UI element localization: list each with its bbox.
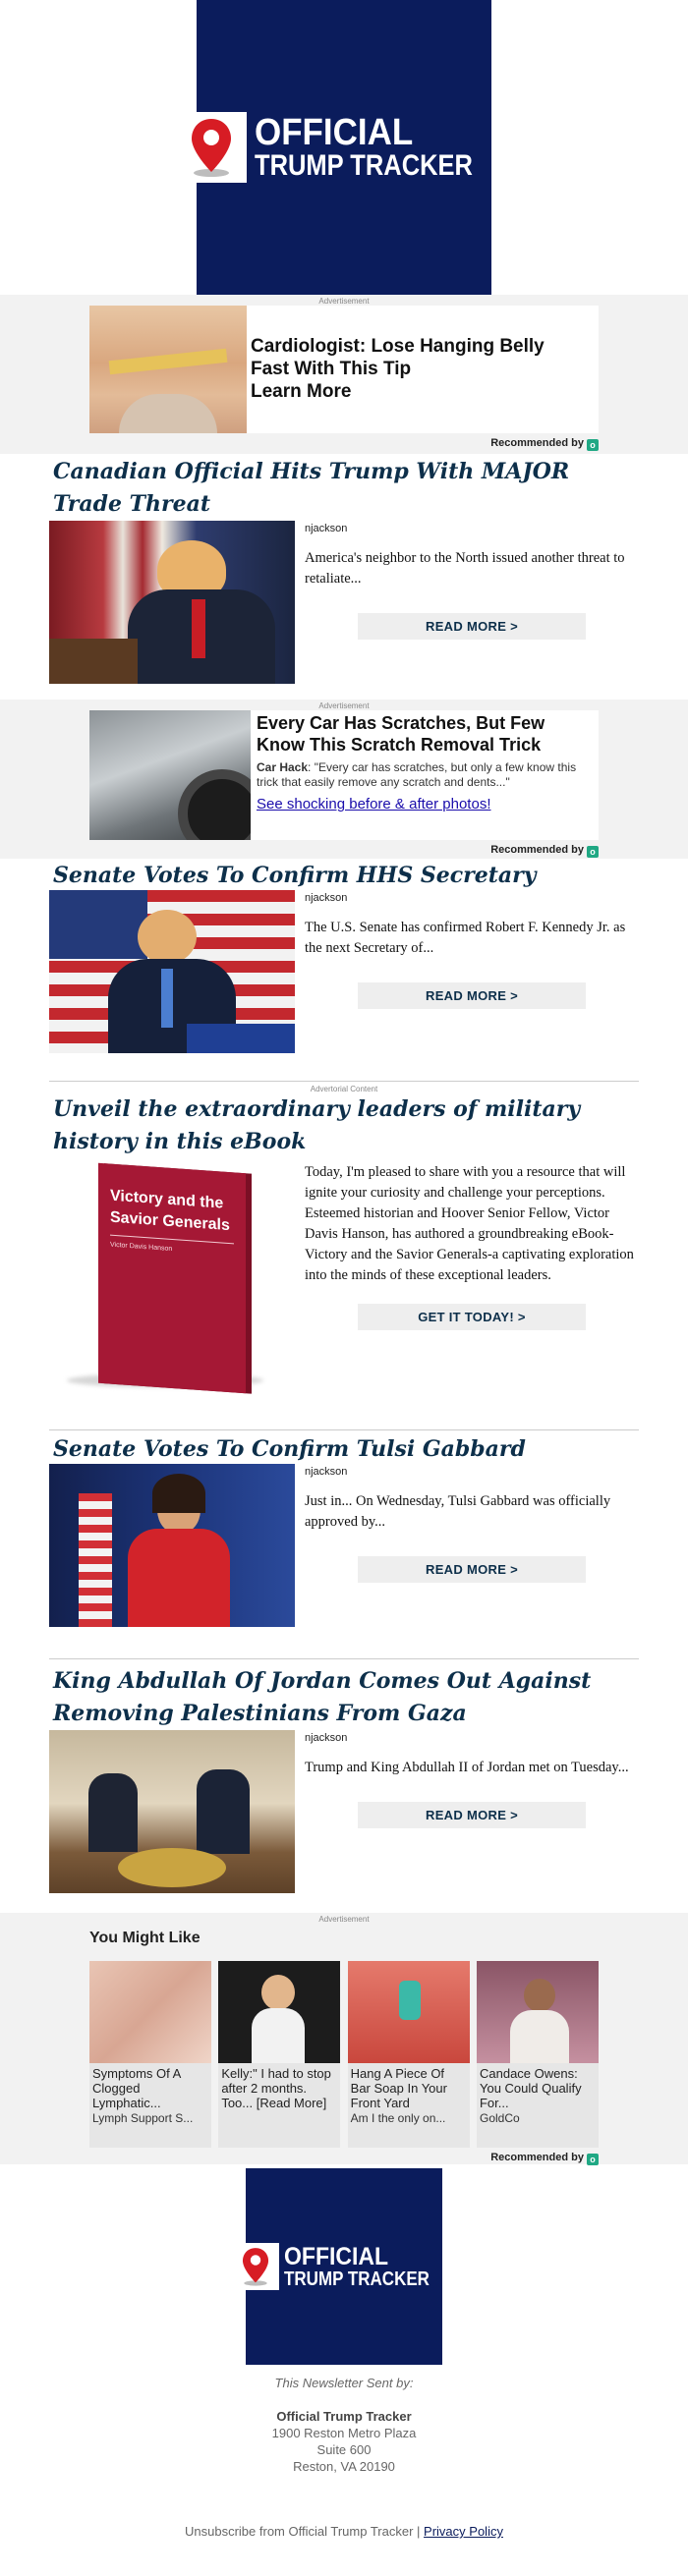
- recommendation-image[interactable]: [218, 1961, 340, 2063]
- recommendation-card[interactable]: [477, 1961, 599, 2148]
- article-image[interactable]: [49, 521, 295, 684]
- recommendation-card[interactable]: [89, 1961, 211, 2148]
- read-more-button[interactable]: READ MORE >: [358, 1556, 586, 1583]
- ad-label: Advertisement: [318, 701, 370, 710]
- location-pin-icon: [232, 2243, 279, 2290]
- advertorial-label: Advertorial Content: [310, 1085, 378, 1093]
- article-image[interactable]: [49, 1730, 295, 1893]
- get-it-today-button[interactable]: GET IT TODAY! >: [358, 1304, 586, 1330]
- recommendation-image[interactable]: [89, 1961, 211, 2063]
- footer-address-3: Reston, VA 20190: [293, 2459, 395, 2474]
- recommendation-card[interactable]: [348, 1961, 470, 2148]
- footer-org: Official Trump Tracker: [276, 2409, 412, 2424]
- brand-logo[interactable]: [176, 112, 511, 183]
- read-more-button[interactable]: READ MORE >: [358, 982, 586, 1009]
- article-snippet: Just in... On Wednesday, Tulsi Gabbard was officially approved by...: [305, 1493, 611, 1530]
- outbrain-icon: o: [587, 846, 599, 858]
- outbrain-icon: o: [587, 439, 599, 451]
- ebook-image[interactable]: Victory and the Savior Generals Victor Davis Hanson: [49, 1162, 295, 1398]
- brand-line-1: OFFICIAL: [284, 2242, 389, 2270]
- ad-image-belly[interactable]: [89, 306, 247, 433]
- ad-body: Car Hack: "Every car has scratches, but only a few know this trick that easily remove any scratch and dents...": [257, 760, 577, 789]
- article-image[interactable]: [49, 1464, 295, 1627]
- ad-label: Advertisement: [318, 1915, 370, 1924]
- ad-cta[interactable]: Learn More: [251, 381, 352, 402]
- recommendation-image[interactable]: [477, 1961, 599, 2063]
- article-title[interactable]: Senate Votes To Confirm HHS Secretary: [53, 863, 537, 888]
- recommended-by[interactable]: Recommended by o: [89, 2148, 599, 2167]
- recommendation-source: Am I the only on...: [350, 2111, 446, 2125]
- ad-headline[interactable]: Every Car Has Scratches, But Few Know This Scratch Removal Trick: [257, 713, 545, 755]
- footer-separator: |: [417, 2524, 421, 2539]
- ad-label: Advertisement: [318, 297, 370, 306]
- recommendation-title[interactable]: Candace Owens: You Could Qualify For...: [479, 2066, 582, 2110]
- recommended-by[interactable]: Recommended by o: [89, 840, 599, 860]
- ad-image-car[interactable]: [89, 710, 251, 840]
- brand-line-2: TRUMP TRACKER: [255, 149, 474, 182]
- sent-by-line: This Newsletter Sent by:: [274, 2376, 414, 2390]
- recommendation-image[interactable]: [348, 1961, 470, 2063]
- footer-address-1: 1900 Reston Metro Plaza: [271, 2426, 417, 2440]
- ad-card-belly[interactable]: [89, 306, 599, 433]
- recommended-by[interactable]: Recommended by o: [89, 433, 599, 453]
- recommendation-title[interactable]: Symptoms Of A Clogged Lymphatic...: [92, 2066, 181, 2110]
- header-logo-block: [197, 0, 491, 295]
- article-snippet: America's neighbor to the North issued another threat to retaliate...: [305, 550, 625, 587]
- footer-address-2: Suite 600: [316, 2442, 372, 2457]
- brand-line-1: OFFICIAL: [255, 112, 414, 153]
- you-might-like-title: You Might Like: [89, 1930, 201, 1946]
- article-2: [49, 859, 639, 1081]
- brand-logo[interactable]: [232, 2243, 455, 2290]
- ad-card-car[interactable]: [89, 710, 599, 840]
- brand-line-2: TRUMP TRACKER: [284, 2268, 430, 2290]
- privacy-policy-link[interactable]: Privacy Policy: [424, 2524, 503, 2539]
- recommendation-source: Lymph Support S...: [92, 2111, 194, 2125]
- article-4: [49, 1659, 639, 1913]
- you-might-like-block: [0, 1913, 688, 2164]
- sponsored-title[interactable]: Unveil the extraordinary leaders of military history in this eBook: [53, 1096, 581, 1154]
- ad-link[interactable]: See shocking before & after photos!: [257, 796, 491, 812]
- outbrain-icon: o: [587, 2154, 599, 2165]
- article-author: njackson: [305, 523, 348, 534]
- article-title[interactable]: Senate Votes To Confirm Tulsi Gabbard: [53, 1436, 526, 1462]
- article-image[interactable]: [49, 890, 295, 1053]
- article-snippet: Trump and King Abdullah II of Jordan met on Tuesday...: [305, 1760, 629, 1775]
- ad-headline[interactable]: Cardiologist: Lose Hanging Belly Fast With This Tip: [251, 336, 545, 379]
- read-more-button[interactable]: READ MORE >: [358, 613, 586, 640]
- article-author: njackson: [305, 1466, 348, 1478]
- ad-block-1: [0, 295, 688, 454]
- recommendation-title[interactable]: Kelly:" I had to stop after 2 months. Too... [Read More]: [221, 2066, 331, 2110]
- footer: [0, 2365, 688, 2576]
- article-snippet: The U.S. Senate has confirmed Robert F. Kennedy Jr. as the next Secretary of...: [305, 920, 626, 956]
- article-title[interactable]: King Abdullah Of Jordan Comes Out Against Removing Palestinians From Gaza: [53, 1668, 592, 1726]
- recommendation-card[interactable]: [218, 1961, 340, 2148]
- article-author: njackson: [305, 892, 348, 904]
- sponsored-content: [49, 1082, 639, 1429]
- article-title[interactable]: Canadian Official Hits Trump With MAJOR Trade Threat: [53, 459, 570, 517]
- read-more-button[interactable]: READ MORE >: [358, 1802, 586, 1828]
- footer-logo-block: [246, 2168, 442, 2365]
- article-3: [49, 1430, 639, 1658]
- sponsored-body: Today, I'm pleased to share with you a resource that will ignite your curiosity and challenge your perceptions. Esteemed historian and Hoover Senior Fellow, Victor Davis Hanson, has authored a groundbreaking eBook-Victory and the Savior Generals-a captivating exploration into the minds of these exceptional leaders.: [305, 1164, 634, 1283]
- location-pin-icon: [176, 112, 247, 183]
- recommendation-source: GoldCo: [479, 2111, 520, 2125]
- article-1: [49, 454, 639, 700]
- ad-block-2: [0, 700, 688, 859]
- unsubscribe-link[interactable]: Unsubscribe from Official Trump Tracker: [185, 2524, 414, 2539]
- article-author: njackson: [305, 1732, 348, 1744]
- recommendation-title[interactable]: Hang A Piece Of Bar Soap In Your Front Yard: [350, 2066, 447, 2110]
- footer-links: [0, 2523, 688, 2540]
